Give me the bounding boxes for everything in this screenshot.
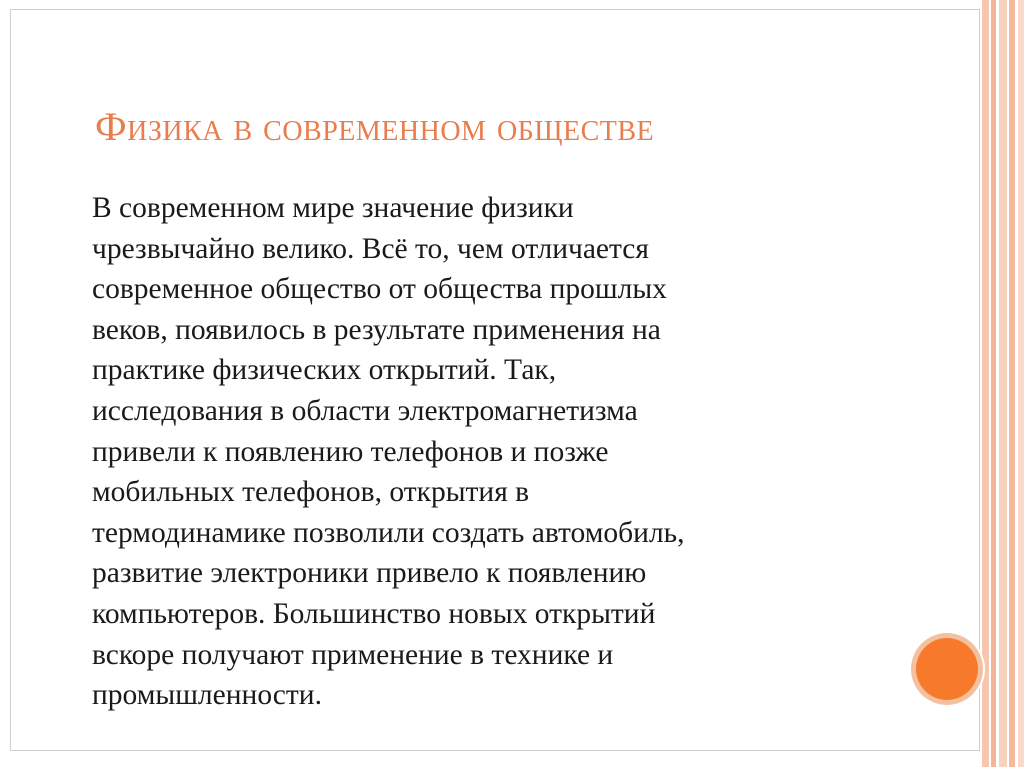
decorative-circle bbox=[916, 638, 978, 700]
paragraph-line: В современном мире значение физики bbox=[92, 192, 574, 224]
paragraph-line: компьютеров. Большинство новых открытий bbox=[92, 597, 656, 630]
paragraph-line: веков, появилось в результате применения на bbox=[92, 313, 661, 346]
paragraph-line: промышленности. bbox=[92, 679, 322, 712]
paragraph-line: мобильных телефонов, открытия в bbox=[92, 476, 530, 509]
paragraph-line: привели к появлению телефонов и позже bbox=[92, 435, 609, 468]
paragraph-line: вскоре получают применение в технике и bbox=[92, 638, 614, 671]
paragraph-line: исследования в области электромагнетизма bbox=[92, 394, 638, 427]
slide-title: Физика в современном обществе bbox=[95, 104, 655, 149]
decorative-stripe bbox=[1018, 0, 1024, 767]
decorative-stripe bbox=[999, 0, 1007, 767]
decorative-stripe bbox=[982, 0, 989, 767]
paragraph-line: современное общество от общества прошлых bbox=[92, 273, 667, 306]
paragraph-line: чрезвычайно велико. Всё то, чем отличается bbox=[92, 232, 649, 265]
slide-body-paragraph bbox=[92, 188, 892, 716]
paragraph-line: развитие электроники привело к появлению bbox=[92, 557, 647, 590]
paragraph-line: практике физических открытий. Так, bbox=[92, 354, 557, 387]
paragraph-line: термодинамике позволили создать автомобиль, bbox=[92, 516, 685, 549]
